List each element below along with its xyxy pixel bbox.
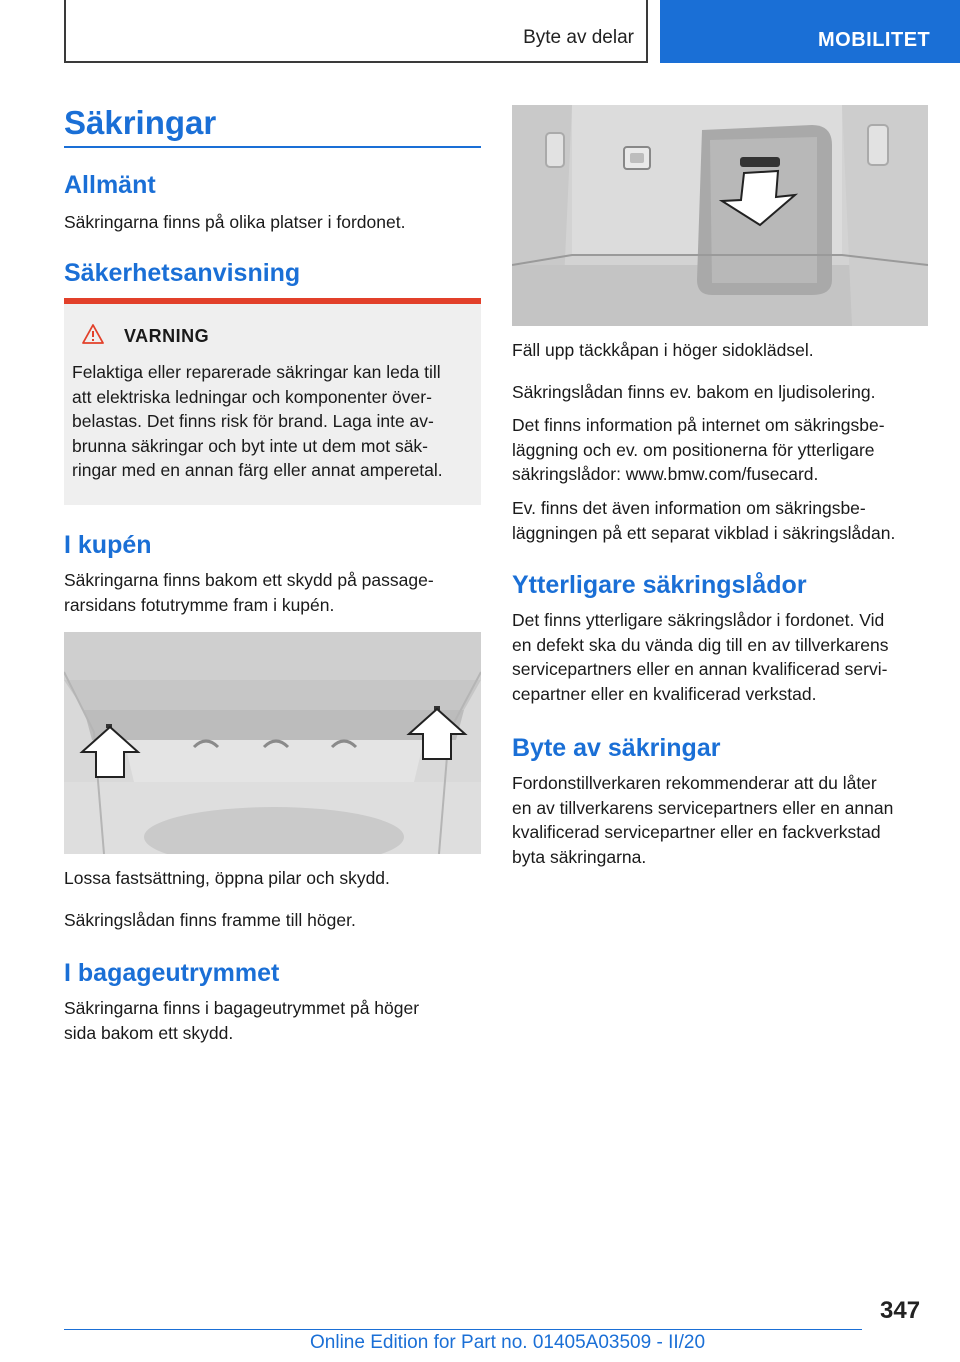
info2-text [512,496,895,545]
warning-line: Felaktiga eller reparerade säkringar kan leda till [72,362,441,382]
warning-line: brunna säkringar och byt inte ut dem mot säk- [72,435,429,456]
trunk-text [64,996,419,1045]
text-line: servicepartners eller en annan kvalificerad servi- [512,659,888,679]
heading-trunk: I bagageutrymmet [64,959,280,987]
text-line: rarsidans fotutrymme fram i kupén. [64,594,335,615]
heading-general: Allmänt [64,171,156,199]
warning-line: belastas. Det finns risk för brand. Laga inte av- [72,411,434,431]
warning-line: att elektriska ledningar och komponenter över- [72,386,432,407]
additional-text [512,608,888,706]
text-line: Ev. finns det även information om säkringsbe- [512,498,866,518]
cabin-caption-2: Säkringslådan finns framme till höger. [64,910,356,930]
warning-label: VARNING [124,326,210,346]
trunk-photo [512,105,928,326]
warning-box [64,298,481,505]
cabin-text [64,568,434,617]
text-line: Säkringarna finns i bagageutrymmet på höger [64,998,420,1018]
trunk-caption-1: Fäll upp täckkåpan i höger sidoklädsel. [512,340,814,360]
text-line: säkringslådor: www.bmw.com/fusecard. [512,464,819,484]
section-title: Byte av delar [523,27,634,48]
text-line: läggning och ev. om positionerna för ytterligare [512,439,875,460]
footwell-photo [64,632,481,854]
text-line: en av tillverkarens servicepartners eller en annan [512,797,894,818]
text-line: sida bakom ett skydd. [64,1022,234,1043]
trunk-caption-2: Säkringslådan finns ev. bakom en ljudisolering. [512,382,876,402]
heading-safety: Säkerhetsanvisning [64,259,301,287]
text-line: en defekt ska du vända dig till en av tillverkarens [512,634,889,655]
warning-bar [64,298,481,304]
chapter-tab[interactable] [660,0,960,63]
general-text: Säkringarna finns på olika platser i fordonet. [64,212,406,232]
chapter-tab-label: MOBILITET [818,29,931,51]
page-number: 347 [880,1297,921,1324]
text-line: Det finns ytterligare säkringslådor i fordonet. Vid [512,610,885,630]
cabin-caption-1: Lossa fastsättning, öppna pilar och skydd. [64,868,390,888]
heading-additional: Ytterligare säkringslådor [512,571,807,599]
replace-text [512,771,893,869]
text-line: läggningen på ett separat vikblad i säkringslådan. [512,522,896,543]
text-line: cepartner eller en kvalificerad verkstad. [512,683,817,704]
header-section-box [64,0,648,63]
page-title: Säkringar [64,104,217,141]
warning-line: ringar med en annan färg eller annat amperetal. [72,460,443,480]
text-line: Fordonstillverkaren rekommenderar att du låter [512,773,877,793]
text-line: kvalificerad servicepartner eller en fackverkstad [512,822,881,842]
heading-replace: Byte av säkringar [512,734,721,762]
warning-text [72,360,476,483]
text-line: byta säkringarna. [512,846,647,867]
heading-cabin: I kupén [64,531,152,559]
text-line: Säkringarna finns bakom ett skydd på passage- [64,570,434,590]
title-rule [64,146,481,148]
info-text [512,413,885,487]
footer-rule [64,1329,862,1330]
text-line: Det finns information på internet om säkringsbe- [512,415,885,435]
warning-triangle-icon [82,324,104,344]
footer-edition-link[interactable]: Online Edition for Part no. 01405A03509 - II/20 [310,1332,706,1353]
